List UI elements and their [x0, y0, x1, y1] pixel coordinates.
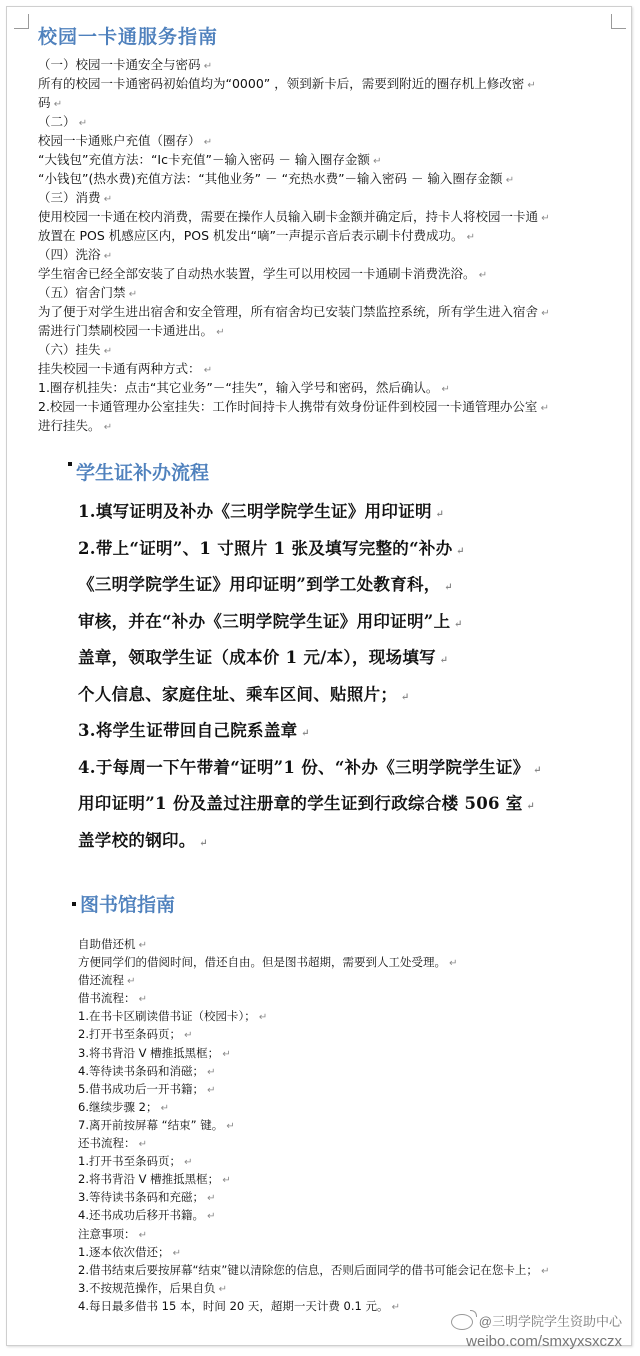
section-student-id-body: [78, 494, 598, 859]
text-line: [78, 677, 598, 714]
paragraph-mark-icon: ↵: [200, 61, 213, 72]
text-line-content: 3.将书背沿 V 槽推抵黑框；: [78, 1045, 220, 1060]
text-line: [38, 151, 556, 170]
text-line: [78, 1226, 598, 1244]
text-line-content: 1.打开书至条码页；: [78, 1154, 181, 1169]
paragraph-mark-icon: ↵: [50, 99, 63, 110]
paragraph-mark-icon: ↵: [537, 1265, 550, 1277]
text-line-content: 1.在书卡区刷读借书证（校园卡）；: [78, 1009, 256, 1024]
text-line: [38, 398, 556, 417]
paragraph-mark-icon: ↵: [255, 1012, 268, 1024]
text-line-content: （四）洗浴: [38, 247, 101, 262]
text-line: [78, 823, 598, 860]
text-line: [38, 94, 556, 113]
text-line: [78, 1207, 598, 1225]
text-line-content: （五）宿舍门禁: [38, 285, 126, 300]
text-line-content: 4.每日最多借书 15 本，时间 20 天，超期一天计费 0.1 元。: [78, 1298, 389, 1313]
text-line: [78, 1008, 598, 1026]
paragraph-mark-icon: ↵: [463, 232, 476, 243]
text-line: [38, 113, 556, 132]
paragraph-mark-icon: ↵: [446, 958, 458, 970]
text-line-content: 4.还书成功后移开书籍。: [78, 1208, 204, 1223]
text-line: [78, 1171, 598, 1189]
paragraph-mark-icon: ↵: [435, 655, 449, 666]
text-line: [38, 360, 556, 379]
text-line: [78, 750, 598, 787]
paragraph-mark-icon: ↵: [157, 1102, 170, 1114]
paragraph-mark-icon: ↵: [124, 976, 136, 988]
section-campus-card-body: [38, 56, 556, 436]
text-line-content: 2.借书结束后要按屏幕“结束”键以清除您的信息，否则后面同学的借书可能会记在您卡上；: [78, 1262, 538, 1277]
text-line-content: 3.不按规范操作，后果自负: [78, 1280, 216, 1295]
text-line-content: 所有的校园一卡通密码初始值均为“0000” ，领到新卡后，需要到附近的圈存机上修改密: [38, 76, 525, 91]
paragraph-mark-icon: ↵: [203, 1084, 216, 1096]
paragraph-mark-icon: ↵: [440, 582, 454, 593]
text-line: [38, 189, 556, 208]
text-line-content: 《三明学院学生证》用印证明”到学工处教育科，: [78, 575, 441, 594]
text-line-content: 盖章，领取学生证（成本价 1 元/本），现场填写: [78, 648, 436, 667]
text-line: [38, 322, 556, 341]
text-line: [38, 227, 556, 246]
text-line: [78, 954, 598, 972]
paragraph-mark-icon: ↵: [135, 1139, 148, 1151]
text-line: [78, 1244, 598, 1262]
paragraph-mark-icon: ↵: [135, 994, 148, 1006]
text-line: [38, 208, 556, 227]
paragraph-mark-icon: ↵: [297, 728, 310, 739]
paragraph-mark-icon: ↵: [135, 1229, 148, 1241]
section-library-body: [78, 936, 598, 1316]
paragraph-mark-icon: ↵: [100, 346, 113, 357]
text-line: [38, 170, 556, 189]
text-line-content: 为了便于对学生进出宿舍和安全管理，所有宿舍均已安装门禁监控系统，所有学生进入宿舍: [38, 304, 539, 319]
text-line-content: 放置在 POS 机感应区内，POS 机发出“嘀”一声提示音后表示刷卡付费成功。: [38, 228, 464, 243]
text-line: [78, 531, 598, 568]
text-line: [78, 1153, 598, 1171]
text-line: [78, 1262, 598, 1280]
paragraph-mark-icon: ↵: [522, 801, 536, 812]
paragraph-mark-icon: ↵: [180, 1157, 193, 1169]
text-line-content: 使用校园一卡通在校内消费，需要在操作人员输入刷卡金额并确定后，持卡人将校园一卡通: [38, 209, 539, 224]
text-line: [78, 1117, 598, 1135]
paragraph-mark-icon: ↵: [538, 213, 550, 224]
paragraph-mark-icon: ↵: [219, 1048, 231, 1060]
margin-corner-mark: [14, 14, 29, 29]
text-line-content: 自助借还机: [78, 937, 136, 951]
weibo-watermark: [451, 1312, 622, 1352]
text-line-content: 3.等待读书条码和充磁；: [78, 1190, 204, 1205]
paragraph-mark-icon: ↵: [438, 384, 450, 395]
text-line-content: 2.打开书至条码页；: [78, 1027, 181, 1042]
text-line: [38, 246, 556, 265]
text-line-content: 还书流程：: [78, 1136, 136, 1151]
paragraph-mark-icon: ↵: [200, 365, 213, 376]
paragraph-mark-icon: ↵: [195, 837, 209, 849]
paragraph-mark-icon: ↵: [169, 1247, 182, 1259]
text-line: [78, 713, 598, 750]
paragraph-mark-icon: ↵: [502, 175, 515, 186]
text-line: [38, 132, 556, 151]
text-line: [78, 1280, 598, 1298]
paragraph-mark-icon: ↵: [538, 308, 550, 319]
paragraph-mark-icon: ↵: [524, 80, 536, 91]
paragraph-mark-icon: ↵: [200, 137, 213, 148]
text-line-content: 用印证明”1 份及盖过注册章的学生证到行政综合楼 506 室: [78, 794, 523, 813]
weibo-logo-icon: [451, 1314, 473, 1330]
paragraph-mark-icon: ↵: [100, 194, 113, 205]
text-line: [38, 284, 556, 303]
paragraph-mark-icon: ↵: [203, 1193, 216, 1205]
text-line-content: （六）挂失: [38, 342, 101, 357]
paragraph-mark-icon: ↵: [397, 691, 410, 703]
text-line-content: 校园一卡通账户充值（圈存）: [38, 133, 201, 148]
text-line: [78, 936, 598, 954]
text-line-content: 4.于每周一下午带着“证明”1 份、“补办《三明学院学生证》: [78, 757, 530, 777]
text-line-content: 5.借书成功后一开书籍；: [78, 1081, 204, 1096]
text-line-content: 盖学校的钢印。: [78, 830, 196, 850]
paragraph-mark-icon: ↵: [431, 509, 445, 520]
paragraph-mark-icon: ↵: [100, 422, 113, 433]
text-line-content: 2.带上“证明”、1 寸照片 1 张及填写完整的“补办: [78, 538, 453, 558]
paragraph-mark-icon: ↵: [223, 1120, 235, 1132]
text-line-content: “大钱包”充值方法：“Ic卡充值”－输入密码 － 输入圈存金额: [38, 152, 370, 167]
text-line: [78, 990, 598, 1008]
bullet-icon: [72, 902, 76, 906]
text-line: [38, 303, 556, 322]
paragraph-mark-icon: ↵: [203, 1211, 216, 1223]
text-line-content: 审核，并在“补办《三明学院学生证》用印证明”上: [78, 611, 451, 631]
text-line: [78, 1026, 598, 1044]
paragraph-mark-icon: ↵: [450, 618, 463, 630]
text-line-content: 方便同学们的借阅时间，借还自由。但是图书超期，需要到人工处受理。: [78, 955, 446, 970]
text-line-content: 3.将学生证带回自己院系盖章: [78, 721, 298, 740]
text-line: [78, 1189, 598, 1207]
paragraph-mark-icon: ↵: [125, 289, 138, 300]
paragraph-mark-icon: ↵: [180, 1030, 193, 1042]
paragraph-mark-icon: ↵: [219, 1175, 231, 1187]
text-line: [38, 417, 556, 436]
section-title-campus-card: 校园一卡通服务指南: [38, 26, 219, 48]
paragraph-mark-icon: ↵: [369, 156, 382, 167]
paragraph-mark-icon: ↵: [75, 118, 88, 129]
watermark-url: weibo.com/smxyxsxczx: [466, 1333, 622, 1350]
text-line-content: 注意事项：: [78, 1226, 136, 1241]
text-line-content: 进行挂失。: [38, 418, 101, 433]
text-line: [78, 1099, 598, 1117]
text-line-content: 个人信息、家庭住址、乘车区间、贴照片；: [78, 684, 398, 704]
paragraph-mark-icon: ↵: [203, 1066, 216, 1078]
text-line: [78, 1045, 598, 1063]
text-line: [78, 640, 598, 677]
paragraph-mark-icon: ↵: [135, 940, 148, 951]
section-title-library: 图书馆指南: [80, 894, 176, 916]
text-line-content: （三）消费: [38, 190, 101, 205]
text-line-content: 7.离开前按屏幕 “结束” 键。: [78, 1117, 224, 1132]
text-line-content: 2.将书背沿 V 槽推抵黑框；: [78, 1172, 220, 1187]
text-line-content: 6.继续步骤 2；: [78, 1099, 158, 1114]
text-line: [78, 786, 598, 823]
text-line-content: 借书流程：: [78, 991, 136, 1006]
text-line-content: 4.等待读书条码和消磁；: [78, 1063, 204, 1078]
bullet-icon: [68, 462, 72, 466]
text-line-content: 1.逐本依次借还；: [78, 1244, 170, 1259]
text-line: [78, 567, 598, 604]
text-line: [78, 494, 598, 531]
paragraph-mark-icon: ↵: [100, 251, 113, 262]
text-line-content: 2.校园一卡通管理办公室挂失：工作时间持卡人携带有效身份证件到校园一卡通管理办公室: [38, 399, 538, 414]
text-line: [38, 265, 556, 284]
text-line: [38, 75, 556, 94]
paragraph-mark-icon: ↵: [452, 545, 465, 557]
text-line: [78, 604, 598, 641]
text-line: [38, 341, 556, 360]
text-line: [38, 56, 556, 75]
text-line: [78, 1081, 598, 1099]
text-line: [78, 1135, 598, 1153]
text-line-content: （一）校园一卡通安全与密码: [38, 57, 201, 72]
text-line-content: 1.填写证明及补办《三明学院学生证》用印证明: [78, 502, 432, 521]
text-line-content: 学生宿舍已经全部安装了自动热水装置，学生可以用校园一卡通刷卡消费洗浴。: [38, 266, 476, 281]
text-line-content: “小钱包”(热水费)充值方法：“其他业务” － “充热水费”－输入密码 － 输入圈存金额: [38, 171, 503, 186]
section-title-student-id: 学生证补办流程: [76, 462, 210, 484]
paragraph-mark-icon: ↵: [529, 764, 542, 776]
paragraph-mark-icon: ↵: [213, 327, 225, 338]
text-line-content: 挂失校园一卡通有两种方式：: [38, 361, 201, 376]
margin-corner-mark: [611, 14, 626, 29]
paragraph-mark-icon: ↵: [388, 1301, 401, 1313]
text-line-content: 1.圈存机挂失：点击“其它业务”－“挂失”，输入学号和密码，然后确认。: [38, 380, 439, 395]
text-line: [38, 379, 556, 398]
text-line: [78, 972, 598, 990]
watermark-account: @三明学院学生资助中心: [478, 1314, 622, 1329]
text-line-content: （二）: [38, 114, 76, 129]
paragraph-mark-icon: ↵: [475, 270, 488, 281]
paragraph-mark-icon: ↵: [537, 403, 549, 414]
text-line-content: 需进行门禁刷校园一卡通进出。: [38, 323, 214, 338]
paragraph-mark-icon: ↵: [215, 1283, 228, 1295]
text-line: [78, 1063, 598, 1081]
text-line-content: 借还流程: [78, 973, 124, 988]
text-line-content: 码: [38, 95, 51, 110]
